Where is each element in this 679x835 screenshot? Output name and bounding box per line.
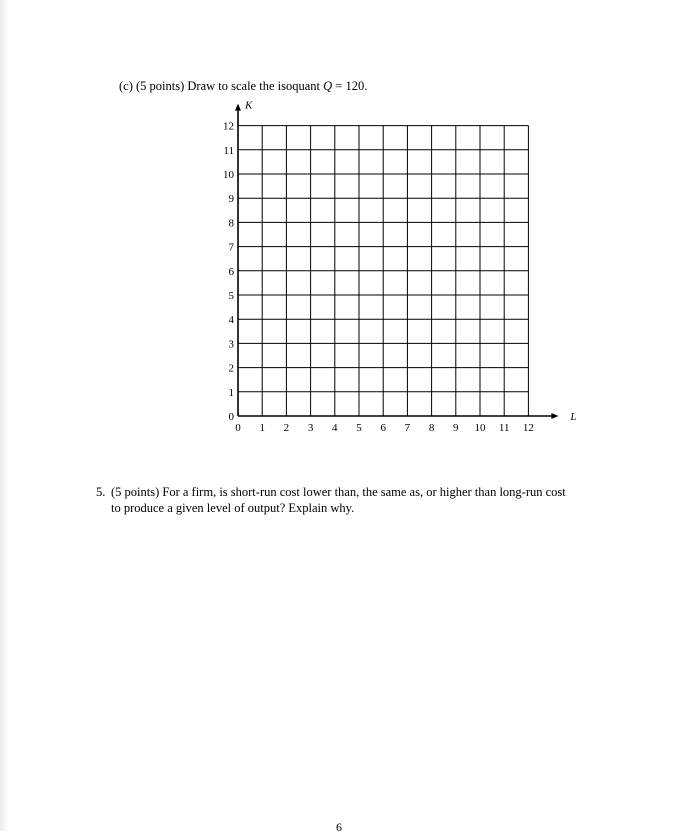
x-tick-label: 6 (380, 422, 386, 434)
x-tick-label: 11 (498, 422, 510, 434)
y-tick-label: 12 (223, 120, 234, 133)
x-axis-label: L (570, 411, 577, 423)
isoquant-grid-chart[interactable] (210, 96, 580, 441)
page-number: 6 (336, 820, 342, 834)
x-tick-label: 0 (235, 422, 241, 434)
isoquant-value: = 120. (332, 79, 368, 93)
y-tick-label: 7 (228, 241, 234, 254)
question-5-number: 5. (96, 485, 106, 499)
question-5-line-1: (5 points) For a firm, is short-run cost lower than, the same as, or higher than long-run cost (111, 485, 566, 499)
grid-layer (238, 126, 528, 416)
question-5-line-2: to produce a given level of output? Explain why. (111, 501, 355, 515)
y-tick-label: 1 (228, 386, 234, 399)
y-tick-label: 10 (223, 169, 234, 181)
x-tick-label: 12 (522, 422, 534, 434)
question-c-text: Draw to scale the isoquant (187, 79, 320, 93)
x-tick-label: 10 (474, 422, 486, 434)
x-tick-label: 1 (259, 422, 265, 434)
x-tick-label: 3 (307, 422, 314, 434)
x-tick-label: 7 (404, 422, 411, 434)
y-tick-label: 0 (228, 411, 234, 423)
isoquant-variable: Q (323, 79, 333, 93)
y-axis-arrow-icon (235, 104, 241, 111)
question-5-text (111, 484, 621, 516)
x-axis-arrow-icon (551, 413, 558, 419)
y-tick-label: 11 (223, 144, 234, 157)
axis-layer (235, 104, 558, 419)
y-tick-label: 8 (228, 217, 234, 230)
x-tick-label: 4 (332, 422, 338, 434)
question-c (119, 79, 367, 94)
y-axis-label: K (245, 99, 253, 112)
y-tick-label: 5 (228, 290, 234, 302)
x-tick-label: 9 (453, 422, 459, 434)
y-tick-label: 3 (228, 338, 234, 351)
x-tick-label: 8 (428, 422, 435, 434)
x-tick-label: 5 (356, 422, 362, 434)
y-tick-label: 9 (228, 193, 234, 206)
x-tick-label: 2 (283, 422, 290, 434)
y-tick-label: 4 (228, 314, 234, 327)
page-edge (0, 0, 8, 831)
y-tick-label: 2 (228, 362, 234, 375)
question-c-points: (5 points) (136, 79, 185, 93)
question-c-label: (c) (119, 79, 133, 93)
y-tick-label: 6 (228, 265, 234, 278)
